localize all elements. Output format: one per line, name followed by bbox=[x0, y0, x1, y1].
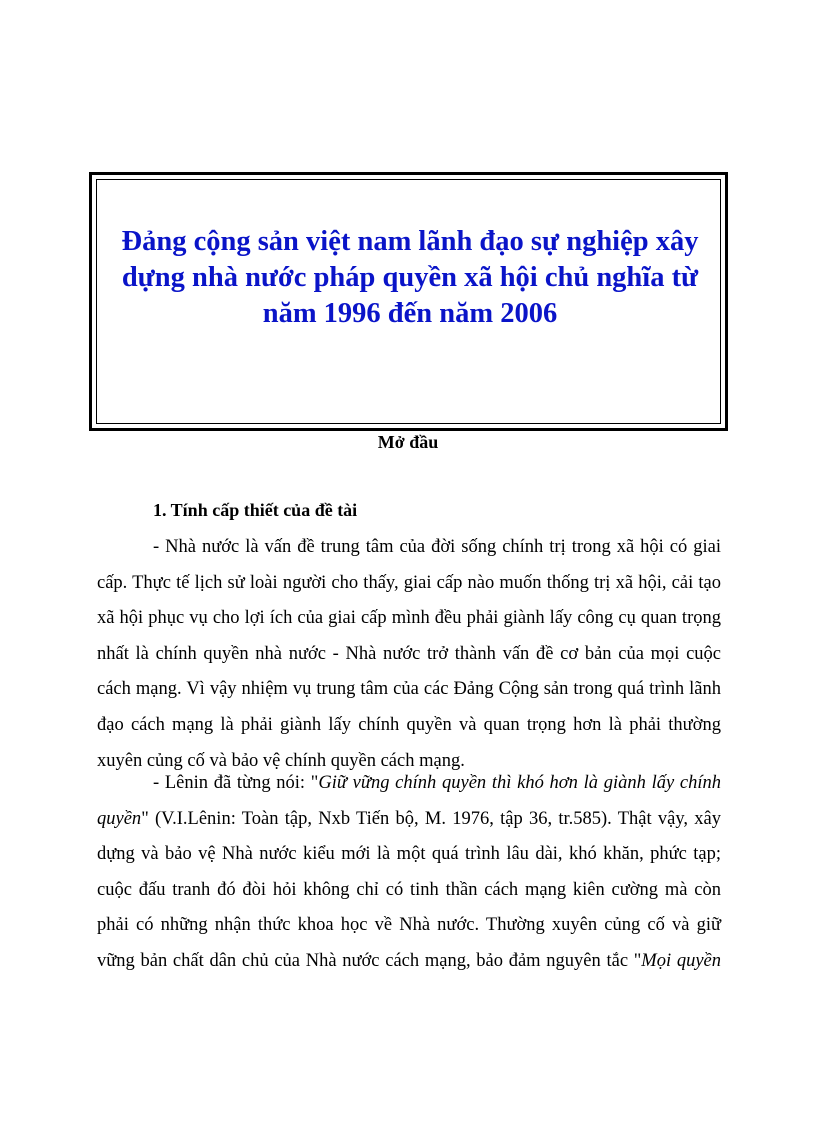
title-line: năm 1996 đến năm 2006 bbox=[262, 298, 558, 329]
title-line: dựng nhà nước pháp quyền xã hội chủ nghĩa từ bbox=[121, 262, 699, 293]
text-run: " (V.I.Lênin: Toàn tập, Nxb Tiến bộ, M. 1976, tập 36, tr.585). Thật vậy, xây bbox=[141, 808, 721, 829]
text-line: nhất là chính quyền nhà nước - Nhà nước trở thành vấn đề cơ bản của mọi cuộc bbox=[97, 643, 721, 664]
paragraph-1 bbox=[97, 530, 721, 779]
text-line: phải có những nhận thức khoa học về Nhà nước. Thường xuyên củng cố và giữ bbox=[97, 915, 721, 936]
text-line: xuyên củng cố và bảo vệ chính quyền cách mạng. bbox=[97, 750, 465, 771]
text-line: cách mạng. Vì vậy nhiệm vụ trung tâm của các Đảng Cộng sản trong quá trình lãnh bbox=[97, 679, 721, 700]
text-line: cấp. Thực tế lịch sử loài người cho thấy, giai cấp nào muốn thống trị xã hội, cải tạo bbox=[97, 572, 721, 593]
paragraph-2 bbox=[97, 766, 721, 980]
text-line: - Nhà nước là vấn đề trung tâm của đời sống chính trị trong xã hội có giai bbox=[153, 537, 721, 557]
section-title: 1. Tính cấp thiết của đề tài bbox=[153, 500, 358, 520]
text-line: đạo cách mạng là phải giành lấy chính quyền và quan trọng hơn là phải thường bbox=[97, 714, 721, 735]
text-line: dựng và bảo vệ Nhà nước kiểu mới là một quá trình lâu dài, khó khăn, phức tạp; bbox=[97, 844, 721, 865]
text-line: cuộc đấu tranh đó đòi hỏi không chỉ có tinh thần cách mạng kiên cường mà còn bbox=[97, 879, 721, 900]
text-run: vững bản chất dân chủ của Nhà nước cách mạng, bảo đảm nguyên tắc " bbox=[97, 950, 642, 971]
quote-italic: Mọi quyền bbox=[641, 950, 721, 971]
quote-italic: quyền bbox=[97, 808, 142, 829]
intro-heading: Mở đầu bbox=[377, 432, 439, 452]
title-line: Đảng cộng sản việt nam lãnh đạo sự nghiệp xây bbox=[121, 226, 699, 257]
text-line bbox=[97, 944, 721, 980]
text-line bbox=[97, 766, 721, 802]
text-line bbox=[97, 802, 721, 838]
text-run: - Lênin đã từng nói: " bbox=[153, 773, 319, 793]
quote-italic: Giữ vững chính quyền thì khó hơn là giành lấy chính bbox=[318, 773, 721, 793]
text-line: xã hội phục vụ cho lợi ích của giai cấp mình đều phải giành lấy công cụ quan trọng bbox=[97, 608, 721, 629]
document-title bbox=[0, 224, 816, 332]
